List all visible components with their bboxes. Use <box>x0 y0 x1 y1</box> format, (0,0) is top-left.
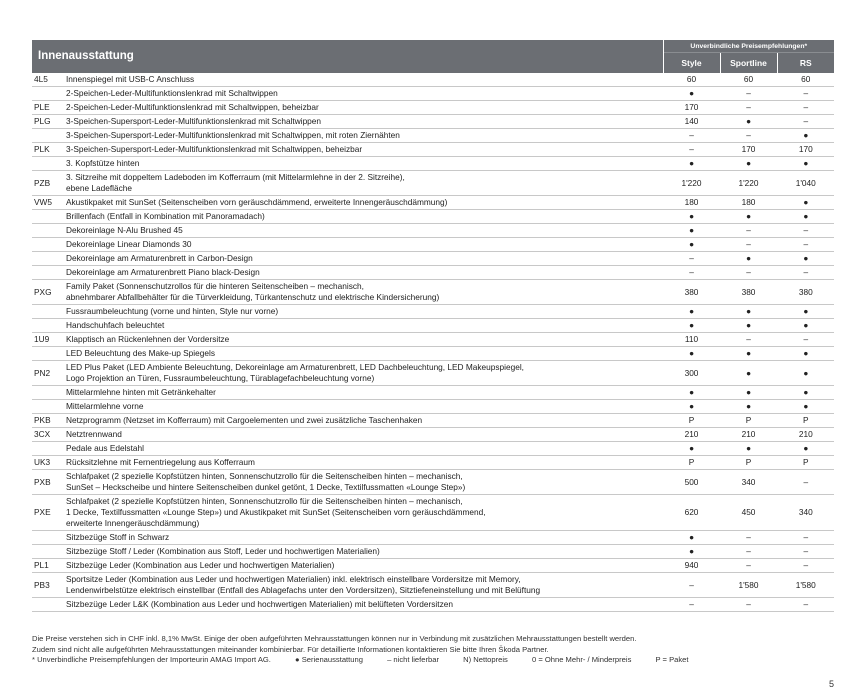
option-description: Mittelarmlehne vorne <box>64 400 663 414</box>
price-table-wrapper <box>32 40 834 612</box>
table-row <box>32 87 834 101</box>
price-sportline: – <box>720 598 777 612</box>
option-description: Brillenfach (Entfall in Kombination mit Panoramadach) <box>64 210 663 224</box>
option-description: LED Plus Paket (LED Ambiente Beleuchtung, Dekoreinlage am Armaturenbrett, LED Dachbeleuchtung, LED Makeupspiegel, Logo Projektion an Türen, Fussraumbeleuchtung, Türablagefachbeleuchtung vorne) <box>64 361 663 386</box>
option-description: Family Paket (Sonnenschutzrollos für die hinteren Seitenscheiben – mechanisch, abnehmbarer Abfallbehälter für die Türverkleidung, Türkantenschutz und elektrische Kindersicherung) <box>64 280 663 305</box>
price-rs: ● <box>777 361 834 386</box>
price-style: ● <box>663 305 720 319</box>
option-description: Dekoreinlage am Armaturenbrett Piano black-Design <box>64 266 663 280</box>
price-rs: ● <box>777 157 834 171</box>
option-description: Akustikpaket mit SunSet (Seitenscheiben vorn geräuschdämmend, erweiterte Innengeräuschdämmung) <box>64 196 663 210</box>
price-sportline: – <box>720 101 777 115</box>
option-code <box>32 305 64 319</box>
option-description: 3. Sitzreihe mit doppeltem Ladeboden im Kofferraum (mit Mittelarmlehne in der 2. Sitzreihe), ebene Ladefläche <box>64 171 663 196</box>
price-rs: ● <box>777 210 834 224</box>
table-row <box>32 238 834 252</box>
option-code <box>32 347 64 361</box>
price-rs: 170 <box>777 143 834 157</box>
price-style: ● <box>663 87 720 101</box>
price-style: – <box>663 143 720 157</box>
option-description: LED Beleuchtung des Make-up Spiegels <box>64 347 663 361</box>
option-code: PL1 <box>32 559 64 573</box>
table-row <box>32 171 834 196</box>
price-style: 170 <box>663 101 720 115</box>
price-rs: – <box>777 101 834 115</box>
price-style: ● <box>663 238 720 252</box>
price-style: 1'220 <box>663 171 720 196</box>
price-sportline: – <box>720 545 777 559</box>
price-style: ● <box>663 157 720 171</box>
option-description: Netzprogramm (Netzset im Kofferraum) mit Cargoelementen und zwei zusätzliche Taschenhaken <box>64 414 663 428</box>
option-code <box>32 238 64 252</box>
price-sportline: ● <box>720 347 777 361</box>
price-rs: ● <box>777 400 834 414</box>
price-sportline: – <box>720 238 777 252</box>
price-style: 60 <box>663 73 720 87</box>
price-style: ● <box>663 545 720 559</box>
table-row <box>32 224 834 238</box>
option-description: Fussraumbeleuchtung (vorne und hinten, Style nur vorne) <box>64 305 663 319</box>
option-code <box>32 210 64 224</box>
table-row <box>32 470 834 495</box>
price-style: ● <box>663 400 720 414</box>
price-style: ● <box>663 347 720 361</box>
price-sportline: 170 <box>720 143 777 157</box>
option-code: 4L5 <box>32 73 64 87</box>
price-sportline: ● <box>720 442 777 456</box>
option-code <box>32 400 64 414</box>
footnote-line-1: Die Preise verstehen sich in CHF inkl. 8,1% MwSt. Einige der oben aufgeführten Mehrausstattungen können nur in Verbindung mit zusätzlichen Mehrausstattungen bestellt werden. <box>32 634 637 643</box>
table-row <box>32 531 834 545</box>
price-style: 140 <box>663 115 720 129</box>
price-sportline: 1'580 <box>720 573 777 598</box>
table-row <box>32 598 834 612</box>
price-sportline: – <box>720 333 777 347</box>
option-description: Sportsitze Leder (Kombination aus Leder und hochwertigen Materialien) inkl. elektrisch einstellbare Vordersitze mit Memory, Lendenwirbelstütze elektrisch einstellbar (Entfall des Ablagefachs unter den Vordersitzen), Sitztiefeneinstellung und mit Belüftung <box>64 573 663 598</box>
option-code <box>32 224 64 238</box>
price-rs: 210 <box>777 428 834 442</box>
table-row <box>32 319 834 333</box>
option-description: 3-Speichen-Supersport-Leder-Multifunktionslenkrad mit Schaltwippen, mit roten Ziernähten <box>64 129 663 143</box>
price-sportline: ● <box>720 210 777 224</box>
price-style: – <box>663 252 720 266</box>
price-rs: ● <box>777 129 834 143</box>
column-header-sportline: Sportline <box>720 53 777 74</box>
price-style: – <box>663 129 720 143</box>
price-style: 180 <box>663 196 720 210</box>
price-sportline: – <box>720 531 777 545</box>
option-description: Pedale aus Edelstahl <box>64 442 663 456</box>
section-title: Innenausstattung <box>32 40 663 73</box>
price-style: 110 <box>663 333 720 347</box>
legend-standard: ● Serienausstattung <box>295 655 363 664</box>
table-row <box>32 129 834 143</box>
table-row <box>32 400 834 414</box>
table-row <box>32 495 834 531</box>
option-code <box>32 266 64 280</box>
table-row <box>32 361 834 386</box>
legend-not-available: – nicht lieferbar <box>387 655 439 664</box>
page-number: 5 <box>828 679 834 689</box>
price-sportline: 380 <box>720 280 777 305</box>
legend <box>32 655 852 666</box>
price-sportline: ● <box>720 319 777 333</box>
table-row <box>32 196 834 210</box>
table-row <box>32 157 834 171</box>
price-note: Unverbindliche Preisempfehlungen* <box>663 40 834 53</box>
price-style: 620 <box>663 495 720 531</box>
price-sportline: – <box>720 129 777 143</box>
price-rs: 380 <box>777 280 834 305</box>
table-body <box>32 73 834 612</box>
legend-package: P = Paket <box>655 655 689 664</box>
column-header-style: Style <box>663 53 720 74</box>
option-description: Rücksitzlehne mit Fernentriegelung aus Kofferraum <box>64 456 663 470</box>
option-description: 2-Speichen-Leder-Multifunktionslenkrad mit Schaltwippen <box>64 87 663 101</box>
table-row <box>32 73 834 87</box>
option-description: Handschuhfach beleuchtet <box>64 319 663 333</box>
price-rs: ● <box>777 442 834 456</box>
price-rs: 60 <box>777 73 834 87</box>
option-code <box>32 545 64 559</box>
table-row <box>32 545 834 559</box>
option-code: 1U9 <box>32 333 64 347</box>
option-code: PZB <box>32 171 64 196</box>
table-row <box>32 347 834 361</box>
option-description: 3-Speichen-Supersport-Leder-Multifunktionslenkrad mit Schaltwippen, beheizbar <box>64 143 663 157</box>
option-description: Innenspiegel mit USB-C Anschluss <box>64 73 663 87</box>
price-sportline: P <box>720 456 777 470</box>
option-code: PXE <box>32 495 64 531</box>
option-code <box>32 129 64 143</box>
price-rs: – <box>777 545 834 559</box>
price-sportline: ● <box>720 305 777 319</box>
price-sportline: 340 <box>720 470 777 495</box>
price-sportline: – <box>720 266 777 280</box>
price-sportline: P <box>720 414 777 428</box>
price-rs: – <box>777 238 834 252</box>
table-row <box>32 266 834 280</box>
option-code: PLK <box>32 143 64 157</box>
price-rs: – <box>777 224 834 238</box>
option-code <box>32 87 64 101</box>
price-sportline: ● <box>720 157 777 171</box>
option-description: 3-Speichen-Supersport-Leder-Multifunktionslenkrad mit Schaltwippen <box>64 115 663 129</box>
option-code <box>32 531 64 545</box>
option-description: 3. Kopfstütze hinten <box>64 157 663 171</box>
option-description: Sitzbezüge Stoff / Leder (Kombination aus Stoff, Leder und hochwertigen Materialien) <box>64 545 663 559</box>
price-rs: 1'580 <box>777 573 834 598</box>
option-description: 2-Speichen-Leder-Multifunktionslenkrad mit Schaltwippen, beheizbar <box>64 101 663 115</box>
option-code: 3CX <box>32 428 64 442</box>
column-header-rs: RS <box>777 53 834 74</box>
price-rs: – <box>777 333 834 347</box>
table-row <box>32 573 834 598</box>
price-sportline: ● <box>720 400 777 414</box>
option-code: PXB <box>32 470 64 495</box>
price-style: ● <box>663 386 720 400</box>
option-description: Schlafpaket (2 spezielle Kopfstützen hinten, Sonnenschutzrollo für die Seitenscheiben hinten – mechanisch, SunSet – Heckscheibe und hintere Seitenscheiben dunkel getönt, 1 Decke, Textilfussmatten «Lounge Step») <box>64 470 663 495</box>
price-rs: ● <box>777 305 834 319</box>
legend-net-price: N) Nettopreis <box>463 655 508 664</box>
price-sportline: ● <box>720 361 777 386</box>
price-rs: – <box>777 266 834 280</box>
option-code: PN2 <box>32 361 64 386</box>
price-style: P <box>663 456 720 470</box>
price-sportline: 450 <box>720 495 777 531</box>
option-code: PB3 <box>32 573 64 598</box>
footnotes <box>32 634 852 666</box>
price-rs: ● <box>777 196 834 210</box>
price-sportline: ● <box>720 252 777 266</box>
table-row <box>32 280 834 305</box>
option-code: PLE <box>32 101 64 115</box>
option-code: PKB <box>32 414 64 428</box>
footnote-line-2: Zudem sind nicht alle aufgeführten Mehrausstattungen miteinander kombinierbar. Für detaillierte Informationen kontaktieren Sie bitte Ihren Škoda Partner. <box>32 644 549 654</box>
option-description: Sitzbezüge Leder (Kombination aus Leder und hochwertigen Materialien) <box>64 559 663 573</box>
table-row <box>32 386 834 400</box>
price-rs: ● <box>777 319 834 333</box>
price-sportline: – <box>720 224 777 238</box>
price-sportline: 210 <box>720 428 777 442</box>
table-row <box>32 143 834 157</box>
table-row <box>32 115 834 129</box>
price-sportline: ● <box>720 386 777 400</box>
legend-importer-note: * Unverbindliche Preisempfehlungen der Importeurin AMAG Import AG. <box>32 655 271 664</box>
table-row <box>32 101 834 115</box>
price-rs: P <box>777 456 834 470</box>
option-code <box>32 157 64 171</box>
table-row <box>32 305 834 319</box>
option-code: PXG <box>32 280 64 305</box>
table-row <box>32 333 834 347</box>
price-style: 940 <box>663 559 720 573</box>
price-rs: 340 <box>777 495 834 531</box>
price-style: ● <box>663 442 720 456</box>
option-description: Sitzbezüge Leder L&K (Kombination aus Leder und hochwertigen Materialien) mit belüfteten Vordersitzen <box>64 598 663 612</box>
price-rs: – <box>777 531 834 545</box>
price-rs: P <box>777 414 834 428</box>
price-rs: ● <box>777 347 834 361</box>
price-style: P <box>663 414 720 428</box>
option-description: Mittelarmlehne hinten mit Getränkehalter <box>64 386 663 400</box>
option-code <box>32 319 64 333</box>
price-rs: – <box>777 87 834 101</box>
price-sportline: ● <box>720 115 777 129</box>
option-code: PLG <box>32 115 64 129</box>
price-style: ● <box>663 531 720 545</box>
option-code <box>32 442 64 456</box>
option-code <box>32 252 64 266</box>
price-style: 380 <box>663 280 720 305</box>
option-description: Sitzbezüge Stoff in Schwarz <box>64 531 663 545</box>
option-description: Dekoreinlage Linear Diamonds 30 <box>64 238 663 252</box>
legend-no-extra-price: 0 = Ohne Mehr- / Minderpreis <box>531 655 632 664</box>
option-code: UK3 <box>32 456 64 470</box>
price-sportline: 60 <box>720 73 777 87</box>
table-row <box>32 428 834 442</box>
option-description: Dekoreinlage am Armaturenbrett in Carbon-Design <box>64 252 663 266</box>
option-description: Dekoreinlage N-Alu Brushed 45 <box>64 224 663 238</box>
price-rs: – <box>777 470 834 495</box>
price-style: 300 <box>663 361 720 386</box>
equipment-price-table <box>32 40 834 612</box>
price-style: – <box>663 573 720 598</box>
price-sportline: 1'220 <box>720 171 777 196</box>
option-description: Klapptisch an Rückenlehnen der Vordersitze <box>64 333 663 347</box>
table-row <box>32 252 834 266</box>
price-rs: ● <box>777 386 834 400</box>
price-rs: ● <box>777 252 834 266</box>
price-rs: – <box>777 598 834 612</box>
option-description: Netztrennwand <box>64 428 663 442</box>
option-description: Schlafpaket (2 spezielle Kopfstützen hinten, Sonnenschutzrollo für die Seitenscheiben hinten – mechanisch, 1 Decke, Textilfussmatten «Lounge Step») und Akustikpaket mit SunSet (Seitenscheiben vorn geräuschdämmend, erweiterte Innengeräuschdämmung) <box>64 495 663 531</box>
price-sportline: – <box>720 559 777 573</box>
price-style: 210 <box>663 428 720 442</box>
price-sportline: 180 <box>720 196 777 210</box>
price-rs: – <box>777 115 834 129</box>
price-style: – <box>663 598 720 612</box>
price-rs: 1'040 <box>777 171 834 196</box>
price-style: ● <box>663 224 720 238</box>
table-row <box>32 456 834 470</box>
table-row <box>32 559 834 573</box>
price-rs: – <box>777 559 834 573</box>
price-style: ● <box>663 319 720 333</box>
price-sportline: – <box>720 87 777 101</box>
price-style: – <box>663 266 720 280</box>
price-style: 500 <box>663 470 720 495</box>
option-code <box>32 598 64 612</box>
table-row <box>32 414 834 428</box>
table-row <box>32 442 834 456</box>
price-style: ● <box>663 210 720 224</box>
option-code <box>32 386 64 400</box>
table-row <box>32 210 834 224</box>
option-code: VW5 <box>32 196 64 210</box>
